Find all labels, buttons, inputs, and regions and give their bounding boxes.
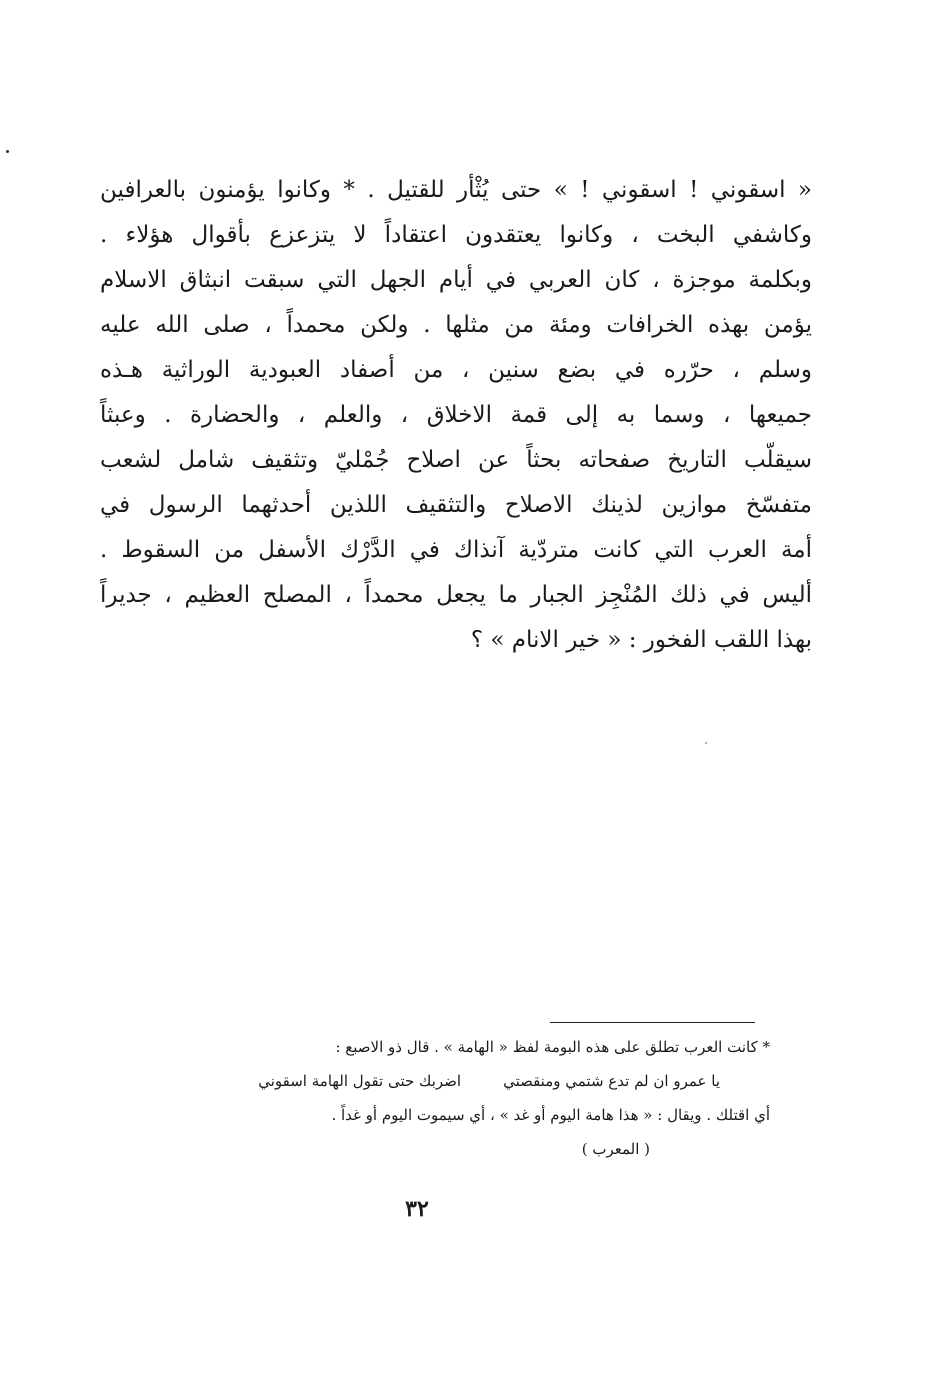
main-text-line: وبكلمة موجزة ، كان العربي في أيام الجهل التي سبقت انبثاق الاسلام: [100, 267, 812, 293]
footnote-credit: ( المعرب ): [581, 1140, 650, 1158]
main-text-line: سيقلّب التاريخ صفحاته بحثاً عن اصلاح جُمْليّ وتثقيف شامل لشعب: [100, 447, 812, 473]
scan-speck: [6, 150, 9, 153]
main-text-line: متفسّخ موازين لذينك الاصلاح والتثقيف اللذين أحدثهما الرسول في: [100, 492, 812, 518]
main-text-line: « اسقوني ! اسقوني ! » حتى يُثْأر للقتيل . * وكانوا يؤمنون بالعرافين: [100, 177, 812, 203]
footnote-explanation: أي اقتلك . ويقال : « هذا هامة اليوم أو غد » ، أي سيموت اليوم أو غداً .: [331, 1106, 770, 1124]
main-text-block: [100, 170, 812, 665]
main-text-line: جميعها ، وسما به إلى قمة الاخلاق ، والعلم ، والحضارة . وعبثاً: [100, 402, 812, 428]
main-text-line: يؤمن بهذه الخرافات ومئة من مثلها . ولكن محمداً ، صلى الله عليه: [100, 312, 812, 338]
main-text-line-last: بهذا اللقب الفخور : « خير الانام » ؟: [470, 627, 812, 653]
footnote-separator: [550, 1022, 755, 1023]
verse-first-half: يا عمرو ان لم تدع شتمي ومنقصتي: [503, 1072, 720, 1090]
main-text-line: وسلم ، حرّره في بضع سنين ، من أصفاد العبودية الوراثية هـذه: [100, 357, 812, 383]
main-text-line: وكاشفي البخت ، وكانوا يعتقدون اعتقاداً لا يتزعزع بأقوال هؤلاء .: [100, 222, 812, 248]
main-text-line: أليس في ذلك المُنْجِز الجبار ما يجعل محمداً ، المصلح العظيم ، جديراً: [100, 582, 812, 608]
footnote-block: [150, 1030, 770, 1166]
footnote-verse: [150, 1064, 770, 1098]
verse-second-half: اضربك حتى تقول الهامة اسقوني: [258, 1072, 462, 1090]
scan-speck: [705, 742, 707, 744]
footnote-intro: * كانت العرب تطلق على هذه البومة لفظ « الهامة » . قال ذو الاصبع :: [335, 1038, 770, 1056]
page-number: ٣٢: [405, 1196, 429, 1222]
main-text-line: أمة العرب التي كانت متردّية آنذاك في الدَّرْك الأسفل من السقوط .: [100, 537, 812, 563]
